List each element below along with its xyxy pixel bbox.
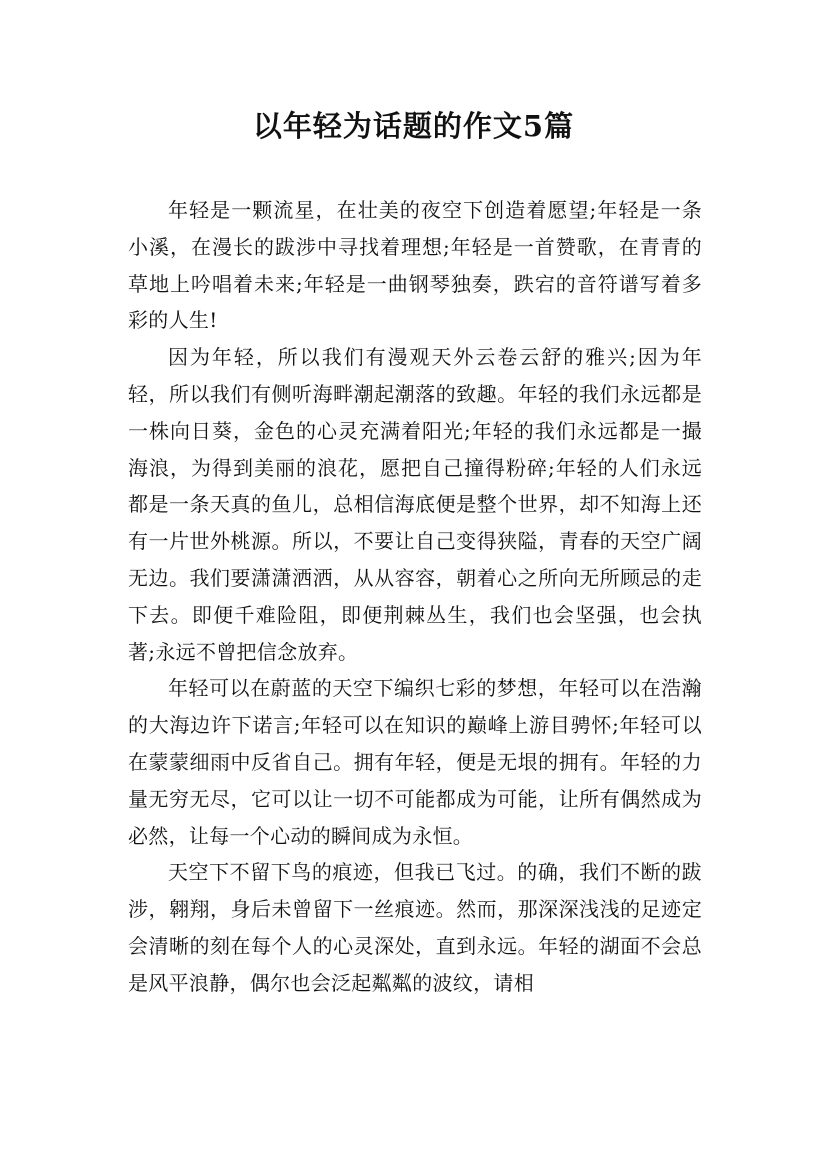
- document-body: [128, 192, 702, 1002]
- paragraph-2: 因为年轻，所以我们有漫观天外云卷云舒的雅兴;因为年轻，所以我们有侧听海畔潮起潮落的致趣。年轻的我们永远都是一株向日葵，金色的心灵充满着阳光;年轻的我们永远都是一撮海浪，为得到美丽的浪花，愿把自己撞得粉碎;年轻的人们永远都是一条天真的鱼儿，总相信海底便是整个世界，却不知海上还有一片世外桃源。所以，不要让自己变得狭隘，青春的天空广阔无边。我们要潇潇洒洒，从从容容，朝着心之所向无所顾忌的走下去。即便千难险阻，即便荆棘丛生，我们也会坚强，也会执著;永远不曾把信念放弃。: [128, 345, 702, 664]
- paragraph-1: 年轻是一颗流星，在壮美的夜空下创造着愿望;年轻是一条小溪，在漫长的跋涉中寻找着理想;年轻是一首赞歌，在青青的草地上吟唱着未来;年轻是一曲钢琴独奏，跌宕的音符谱写着多彩的人生!: [128, 198, 702, 333]
- paragraph-4: 天空下不留下鸟的痕迹，但我已飞过。的确，我们不断的跋涉，翱翔，身后未曾留下一丝痕迹。然而，那深深浅浅的足迹定会清晰的刻在每个人的心灵深处，直到永远。年轻的湖面不会总是风平浪静，偶尔也会泛起粼粼的波纹，请相: [128, 860, 702, 995]
- paragraph-3: 年轻可以在蔚蓝的天空下编织七彩的梦想，年轻可以在浩瀚的大海边许下诺言;年轻可以在知识的巅峰上游目骋怀;年轻可以在蒙蒙细雨中反省自己。拥有年轻，便是无垠的拥有。年轻的力量无穷无尽，它可以让一切不可能都成为可能，让所有偶然成为必然，让每一个心动的瞬间成为永恒。: [128, 676, 702, 848]
- document-title: 以年轻为话题的作文5篇: [252, 109, 575, 143]
